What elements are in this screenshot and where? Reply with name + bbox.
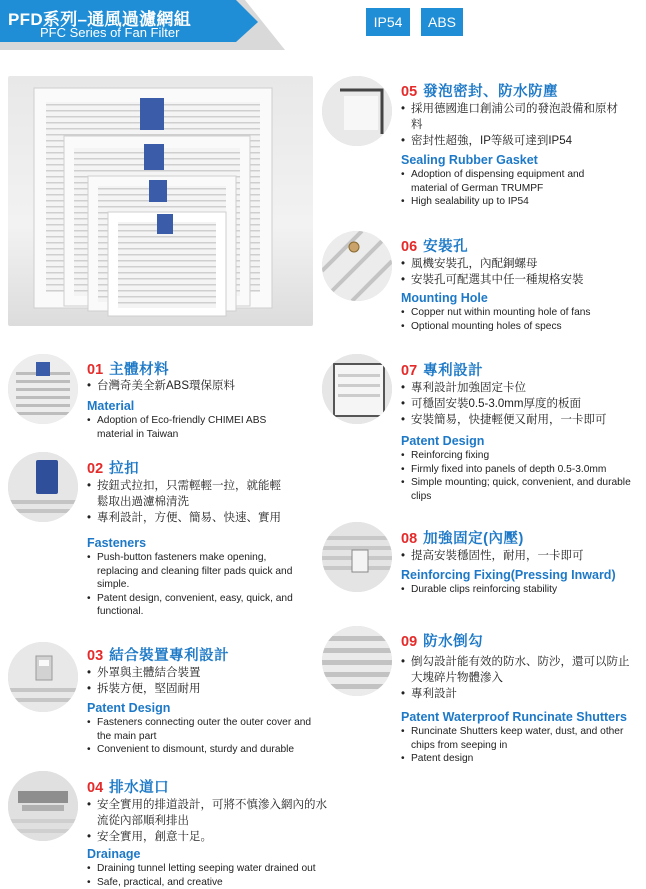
feature-07-heading (401, 359, 483, 380)
list-item: • 風機安裝孔，內配銅螺母 (401, 256, 631, 272)
feature-08-thumb-image (322, 522, 392, 592)
feature-01-thumb-image (8, 354, 78, 424)
feature-03-thumb-image (8, 642, 78, 712)
feature-07-thumb-image (322, 354, 392, 424)
feature-05-number: 05 (401, 84, 418, 100)
feature-01-zh-list (87, 378, 297, 394)
list-item: • 採用德國進口創浦公司的發泡設備和原材料 (401, 101, 621, 133)
header-banner (0, 0, 285, 50)
feature-05-heading (401, 80, 558, 101)
feature-07-en-list (401, 449, 636, 503)
feature-04-zh-list (87, 797, 327, 845)
list-item: • Adoption of Eco-friendly CHIMEI ABS material in Taiwan (87, 414, 292, 441)
list-item: • 外罩與主體結合裝置 (87, 665, 297, 681)
feature-05-en-title: Sealing Rubber Gasket (401, 153, 538, 167)
list-item: • Convenient to dismount, sturdy and durable (87, 743, 312, 757)
feature-03-number: 03 (87, 648, 104, 664)
feature-02-title: 拉扣 (109, 461, 140, 477)
feature-02-zh-list (87, 478, 282, 526)
feature-07-number: 07 (401, 363, 418, 379)
list-item: • Fasteners connecting outer the outer cover and the main part (87, 716, 312, 743)
list-item: • 台灣奇美全新ABS環保原料 (87, 378, 297, 394)
feature-04-number: 04 (87, 780, 104, 796)
feature-09-en-list (401, 725, 641, 766)
list-item: • Copper nut within mounting hole of fans (401, 306, 631, 320)
feature-02-number: 02 (87, 461, 104, 477)
feature-03-heading (87, 644, 229, 665)
list-item: • 可穩固安裝0.5-3.0mm厚度的板面 (401, 396, 636, 412)
feature-01-heading (87, 358, 169, 379)
feature-06-title: 安裝孔 (423, 239, 469, 255)
list-item: • 拆裝方便，堅固耐用 (87, 681, 297, 697)
list-item: • Safe, practical, and creative (87, 876, 337, 889)
feature-07-en-title: Patent Design (401, 434, 485, 448)
list-item: • 提高安裝穩固性，耐用，一卡即可 (401, 548, 636, 564)
feature-04-thumb-image (8, 771, 78, 841)
feature-05-zh-list (401, 101, 621, 149)
feature-05-en-list (401, 168, 616, 209)
feature-08-title: 加強固定(內壓) (423, 531, 524, 547)
feature-04-heading (87, 776, 169, 797)
feature-06-en-list (401, 306, 631, 333)
feature-08-heading (401, 527, 524, 548)
list-item: • Optional mounting holes of specs (401, 320, 631, 334)
feature-06-en-title: Mounting Hole (401, 291, 488, 305)
feature-07-title: 專利設計 (423, 363, 484, 379)
feature-01-title: 主體材料 (109, 362, 170, 378)
list-item: • Patent design (401, 752, 641, 766)
list-item: • 安全實用，創意十足。 (87, 829, 327, 845)
feature-03-en-list (87, 716, 312, 757)
feature-09-number: 09 (401, 634, 418, 650)
feature-04-title: 排水道口 (109, 780, 170, 796)
list-item: • Draining tunnel letting seeping water drained out (87, 862, 337, 876)
feature-08-zh-list (401, 548, 636, 564)
feature-09-title: 防水倒勾 (423, 634, 484, 650)
fan-filter-stack-image (8, 76, 313, 326)
feature-06-heading (401, 235, 468, 256)
list-item: • 安裝簡易，快捷輕便又耐用，一卡即可 (401, 412, 636, 428)
list-item: • High sealability up to IP54 (401, 195, 616, 209)
list-item: • 安全實用的排道設計，可將不慎滲入網內的水流從內部順利排出 (87, 797, 327, 829)
feature-05-thumb-image (322, 76, 392, 146)
list-item: • 密封性超強，IP等級可達到IP54 (401, 133, 621, 149)
list-item: • 專利設計 (401, 686, 636, 702)
feature-04-en-title: Drainage (87, 847, 141, 861)
title-zh: PFD系列–通風過濾網組 (8, 10, 192, 29)
feature-02-thumb-image (8, 452, 78, 522)
list-item: • Adoption of dispensing equipment and material of German TRUMPF (401, 168, 616, 195)
list-item: • 專利設計加強固定卡位 (401, 380, 636, 396)
feature-06-number: 06 (401, 239, 418, 255)
feature-03-en-title: Patent Design (87, 701, 171, 715)
feature-01-number: 01 (87, 362, 104, 378)
feature-03-zh-list (87, 665, 297, 697)
list-item: • Simple mounting; quick, convenient, and durable clips (401, 476, 636, 503)
feature-09-heading (401, 630, 483, 651)
list-item: • 按鈕式拉扣，只需輕輕一拉，就能輕鬆取出過濾棉清洗 (87, 478, 282, 510)
feature-02-en-list (87, 551, 297, 619)
feature-09-en-title: Patent Waterproof Runcinate Shutters (401, 710, 627, 724)
feature-08-en-title: Reinforcing Fixing(Pressing Inward) (401, 568, 616, 582)
product-photo (8, 76, 313, 326)
feature-07-zh-list (401, 380, 636, 428)
feature-09-zh-list (401, 654, 636, 702)
feature-01-en-title: Material (87, 399, 135, 413)
list-item: • Runcinate Shutters keep water, dust, and other chips from seeping in (401, 725, 641, 752)
feature-02-en-title: Fasteners (87, 536, 147, 550)
feature-02-heading (87, 457, 139, 478)
list-item: • 倒勾設計能有效的防水、防沙，還可以防止大塊碎片物體滲入 (401, 654, 636, 686)
feature-05-title: 發泡密封、防水防塵 (423, 84, 559, 100)
list-item: • Durable clips reinforcing stability (401, 583, 636, 597)
feature-09-thumb-image (322, 626, 392, 696)
list-item: • Firmly fixed into panels of depth 0.5-3.0mm (401, 463, 636, 477)
feature-08-number: 08 (401, 531, 418, 547)
list-item: • Push-button fasteners make opening, replacing and cleaning filter pads quick and simple. (87, 551, 297, 592)
list-item: • 專利設計，方便、簡易、快速、實用 (87, 510, 282, 526)
feature-04-en-list (87, 862, 337, 889)
feature-01-en-list (87, 414, 292, 441)
badge-abs: ABS (421, 8, 463, 36)
badge-ip54: IP54 (366, 8, 410, 36)
feature-06-zh-list (401, 256, 631, 288)
list-item: • Patent design, convenient, easy, quick, and functional. (87, 592, 297, 619)
feature-03-title: 結合裝置專利設計 (109, 648, 230, 664)
list-item: • Reinforcing fixing (401, 449, 636, 463)
feature-08-en-list (401, 583, 636, 597)
feature-06-thumb-image (322, 231, 392, 301)
list-item: • 安裝孔可配選其中任一種規格安裝 (401, 272, 631, 288)
title-en: PFC Series of Fan Filter (40, 25, 180, 40)
